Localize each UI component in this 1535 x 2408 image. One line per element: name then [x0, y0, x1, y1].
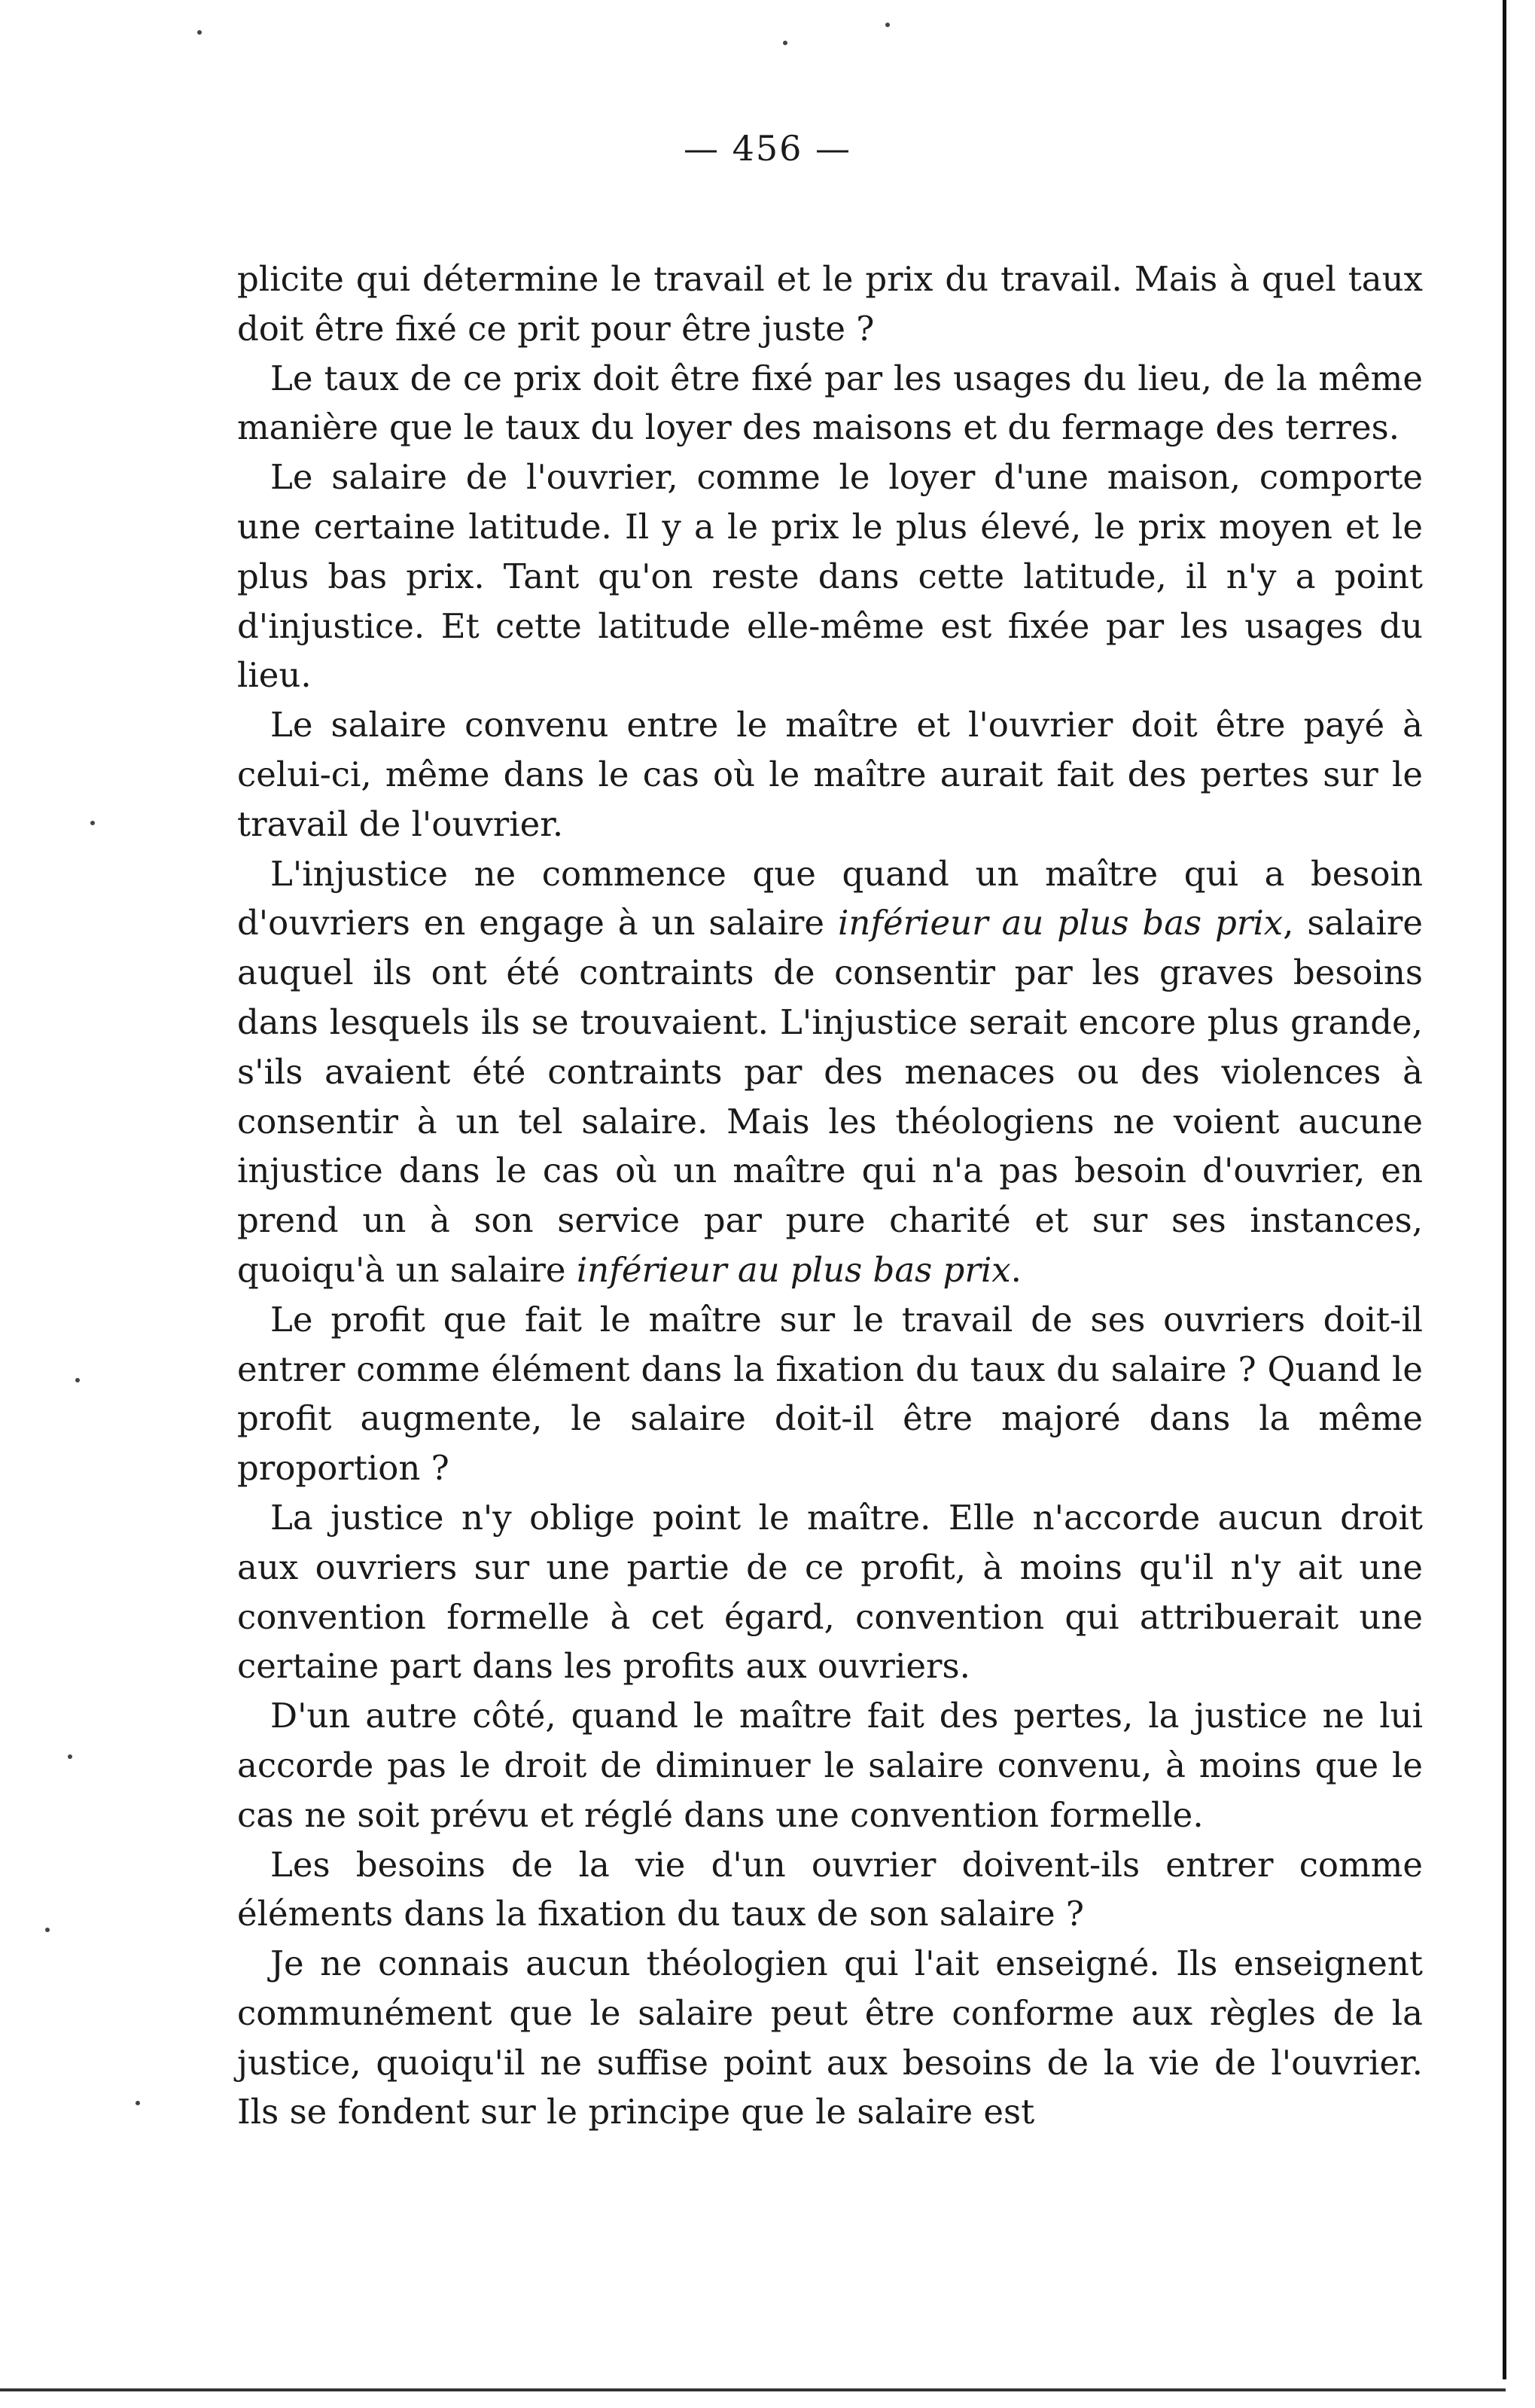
page-edge-right [1503, 0, 1506, 2379]
paragraph [237, 1691, 1423, 1840]
scan-speck [45, 1928, 50, 1932]
text-run: D'un autre côté, quand le maître fait des pertes, la justice ne lui accorde pas le droit de diminuer le salaire convenu, à moins que le cas ne soit prévu et réglé dans une convention formelle. [237, 1696, 1423, 1835]
paragraph [237, 1939, 1423, 2137]
scan-speck [885, 23, 890, 27]
page-number: — 456 — [683, 128, 852, 169]
scan-speck [90, 821, 95, 825]
text-run: plicite qui détermine le travail et le prix du travail. Mais à quel taux doit être fixé ce prit pour être juste ? [237, 259, 1423, 349]
body-text [237, 255, 1423, 2137]
paragraph [237, 700, 1423, 849]
scan-speck [197, 30, 202, 35]
text-run: Le profit que fait le maître sur le travail de ses ouvriers doit-il entrer comme élément dans la fixation du taux du salaire ? Quand le profit augmente, le salaire doit-il être majoré dans la même proportion ? [237, 1299, 1423, 1489]
scan-speck [75, 1378, 80, 1382]
scan-speck [68, 1754, 72, 1759]
italic-text: inférieur au plus bas prix [837, 903, 1284, 943]
text-run: Le salaire convenu entre le maître et l'ouvrier doit être payé à celui-ci, même dans le cas où le maître aurait fait des pertes sur le travail de l'ouvrier. [237, 705, 1423, 844]
text-run: Le taux de ce prix doit être fixé par les usages du lieu, de la même manière que le taux du loyer des maisons et du fermage des terres. [237, 358, 1423, 448]
paragraph [237, 1295, 1423, 1493]
text-run: L'injustice ne commence que quand un maître qui a besoin d'ouvriers en engage à un salaire [237, 853, 1423, 943]
text-run: , salaire auquel ils ont été contraints de consentir par les graves besoins dans lesquels ils se trouvaient. L'injustice serait encore plus grande, s'ils avaient été contraints par des menaces ou des violences à consentir à un tel salaire. Mais les théologiens ne voient aucune injustice dans le cas où un maître qui n'a pas besoin d'ouvrier, en prend un à son service par pure charité et sur ses instances, quoiqu'à un salaire [237, 903, 1423, 1290]
scan-speck [136, 2101, 140, 2105]
paragraph [237, 1840, 1423, 1940]
paragraph [237, 354, 1423, 453]
italic-text: inférieur au plus bas prix [576, 1249, 1011, 1290]
paragraph [237, 453, 1423, 700]
text-run: Je ne connais aucun théologien qui l'ait enseigné. Ils enseignent communément que le salaire peut être conforme aux règles de la justice, quoiqu'il ne suffise point aux besoins de la vie de l'ouvrier. Ils se fondent sur le principe que le salaire est [237, 1943, 1423, 2132]
paragraph [237, 1493, 1423, 1691]
text-run: Le salaire de l'ouvrier, comme le loyer d'une maison, comporte une certaine latitude. Il y a le prix le plus élevé, le prix moyen et le plus bas prix. Tant qu'on reste dans cette latitude, il n'y a point d'injustice. Et cette latitude elle-même est fixée par les usages du lieu. [237, 457, 1423, 696]
text-run: . [1010, 1249, 1022, 1290]
text-run: Les besoins de la vie d'un ouvrier doivent-ils entrer comme éléments dans la fixation du taux de son salaire ? [237, 1844, 1423, 1934]
scan-speck [783, 41, 787, 45]
paragraph [237, 849, 1423, 1295]
page-edge-bottom [0, 2388, 1506, 2391]
text-run: La justice n'y oblige point le maître. Elle n'accorde aucun droit aux ouvriers sur une partie de ce profit, à moins qu'il n'y ait une convention formelle à cet égard, convention qui attribuerait une certaine part dans les profits aux ouvriers. [237, 1497, 1423, 1687]
paragraph [237, 255, 1423, 354]
